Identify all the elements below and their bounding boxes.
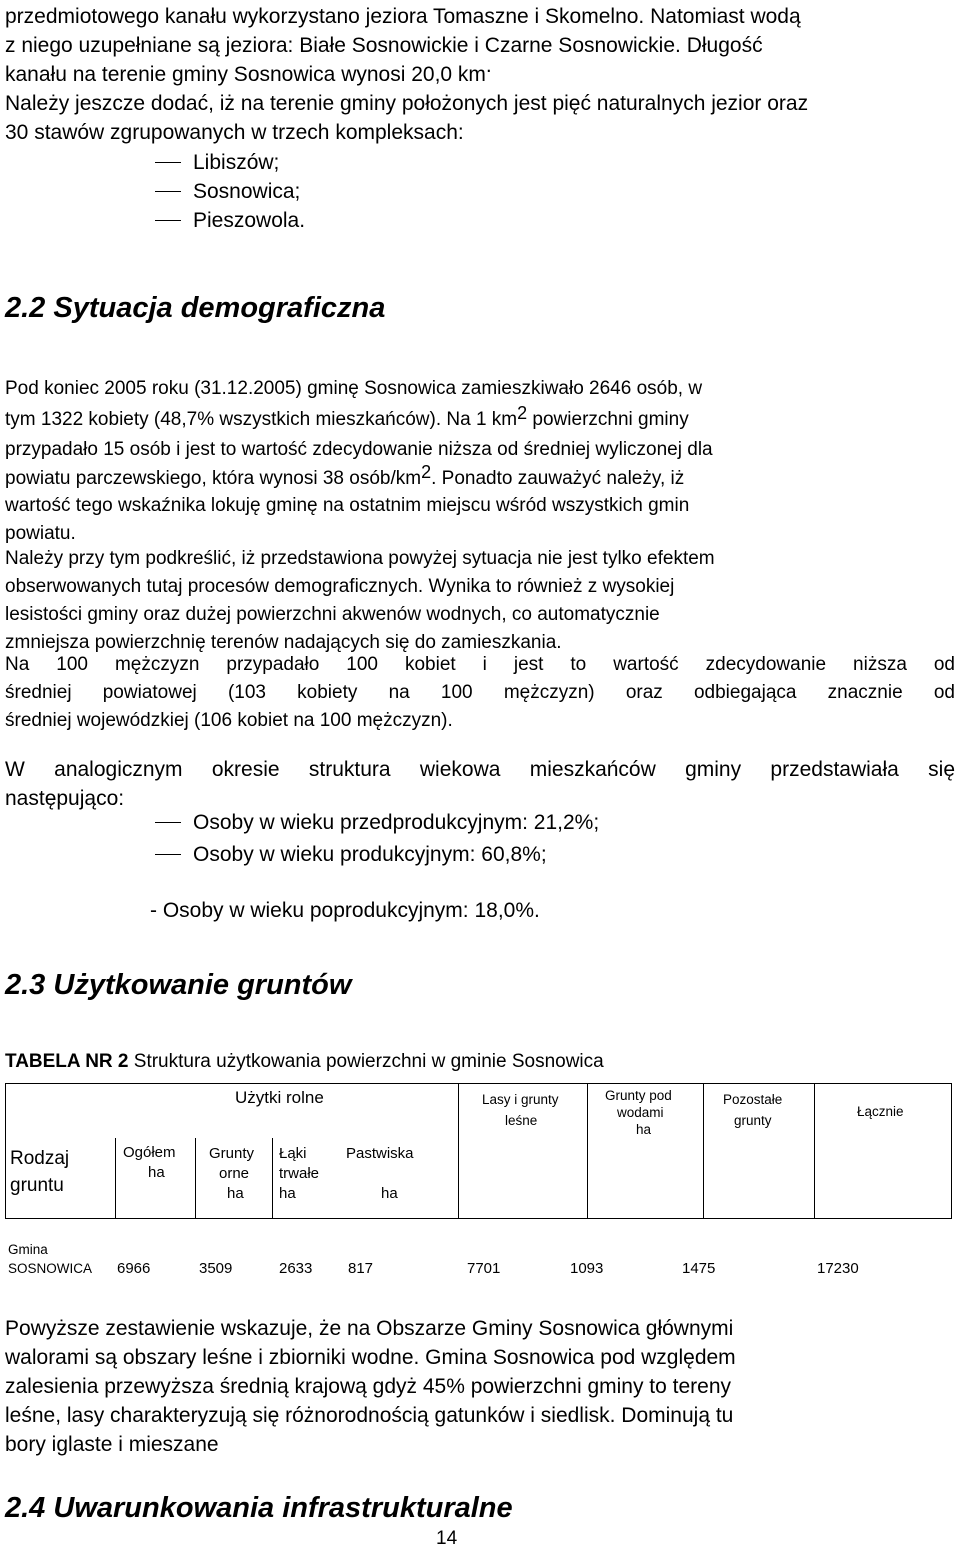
age-structure-list xyxy=(0,808,960,869)
dash-bullet xyxy=(155,162,181,163)
page-number: 14 xyxy=(436,1528,458,1549)
table-border xyxy=(951,1083,952,1218)
text-line: Pod koniec 2005 roku (31.12.2005) gminę Sosnowica zamieszkiwało 2646 osób, w xyxy=(5,378,703,399)
list-item: Osoby w wieku przedprodukcyjnym: 21,2%; xyxy=(0,808,960,840)
intro-line: Należy jeszcze dodać, iż na terenie gminy położonych jest pięć naturalnych jezior oraz xyxy=(5,92,809,115)
text-line: obserwowanych tutaj procesów demograficznych. Wynika to również z wysokiej xyxy=(5,576,675,597)
text-line: Na 100 mężczyzn przypadało 100 kobiet i jest to wartość zdecydowanie niższa od xyxy=(5,654,955,675)
table-header-pastwiska: ha xyxy=(381,1185,398,1202)
text-line: leśne, lasy charakteryzują się różnorodnością gatunków i siedlisk. Dominują tu xyxy=(5,1404,734,1427)
dash-bullet xyxy=(155,191,181,192)
text-line: walorami są obszary leśne i zbiorniki wodne. Gmina Sosnowica pod względem xyxy=(5,1346,736,1369)
table-header-lasy: leśne xyxy=(505,1113,538,1128)
table-cell: 7701 xyxy=(467,1260,501,1277)
intro-line: 30 stawów zgrupowanych w trzech kompleksach: xyxy=(5,121,464,144)
intro-line: z niego uzupełniane są jeziora: Białe Sosnowickie i Czarne Sosnowickie. Długość xyxy=(5,34,763,57)
section-heading: 2.4 Uwarunkowania infrastrukturalne xyxy=(5,1492,513,1524)
text-line: przypadało 15 osób i jest to wartość zdecydowanie niższa od średniej wyliczonej dla xyxy=(5,439,713,460)
intro-paragraph xyxy=(5,2,955,147)
table-header-wody: wodami xyxy=(617,1105,664,1120)
demography-paragraph xyxy=(5,375,825,403)
table-caption: TABELA NR 2 Struktura użytkowania powierzchni w gminie Sosnowica xyxy=(5,1051,604,1072)
demography-paragraph-2 xyxy=(5,545,955,657)
table-border xyxy=(195,1138,196,1218)
table-border xyxy=(5,1083,952,1084)
table-border xyxy=(703,1083,704,1218)
dash-bullet xyxy=(155,854,181,855)
table-header-pastwiska: Pastwiska xyxy=(346,1145,414,1162)
demography-paragraph xyxy=(5,403,955,434)
table-header-ogolem: ha xyxy=(148,1164,165,1181)
table-header-orne: ha xyxy=(227,1185,244,1202)
text-line: następująco: xyxy=(5,787,125,810)
demography-paragraph xyxy=(5,492,955,548)
demography-paragraph xyxy=(5,436,955,464)
intro-line: kanału na terenie gminy Sosnowica wynosi 20,0 km. xyxy=(5,54,492,86)
table-header-ogolem: Ogółem xyxy=(123,1144,176,1161)
list-item: Sosnowica; xyxy=(0,177,960,206)
text-line: bory iglaste i mieszane xyxy=(5,1433,219,1456)
list-item: - Osoby w wieku poprodukcyjnym: 18,0%. xyxy=(150,899,540,922)
text-line: tym 1322 kobiety (48,7% wszystkich mieszkańców). Na 1 $km^2$ powierzchni gminy xyxy=(5,403,689,430)
table-header-laki: ha xyxy=(279,1185,296,1202)
table-cell: 3509 xyxy=(199,1260,233,1277)
text-line: zmniejsza powierzchnię terenów nadających się do zamieszkania. xyxy=(5,632,562,653)
table-row-label: Gmina xyxy=(8,1242,48,1257)
table-border xyxy=(587,1083,588,1218)
table-border xyxy=(814,1083,815,1218)
table-header-orne: Grunty xyxy=(209,1145,255,1162)
table-header-pozostale: grunty xyxy=(734,1113,772,1128)
text-line: zalesienia przewyższa średnią krajową gdyż 45% powierzchni gminy to tereny xyxy=(5,1375,732,1398)
dash-bullet xyxy=(155,822,181,823)
table-header-laki: trwałe xyxy=(279,1165,320,1182)
table-cell: 17230 xyxy=(817,1260,859,1277)
demography-paragraph-3 xyxy=(5,651,955,735)
text-line: powiatu parczewskiego, która wynosi 38 osób/$km^2$. Ponadto zauważyć należy, iż xyxy=(5,462,685,489)
intro-line: przedmiotowego kanału wykorzystano jeziora Tomaszne i Skomelno. Natomiast wodą xyxy=(5,5,801,28)
text-line: Należy przy tym podkreślić, iż przedstawiona powyżej sytuacja nie jest tylko efektem xyxy=(5,548,715,569)
table-header-laki: Łąki xyxy=(279,1145,307,1162)
age-structure-paragraph xyxy=(5,755,955,813)
dash-bullet xyxy=(155,220,181,221)
table-border xyxy=(272,1138,273,1218)
table-header-rodzaj: Rodzaj gruntu xyxy=(10,1148,70,1196)
table-header-lacznie: Łącznie xyxy=(857,1104,904,1119)
section-heading: 2.2 Sytuacja demograficzna xyxy=(5,292,386,324)
lake-complex-list xyxy=(0,148,960,235)
list-item: Pieszowola. xyxy=(0,206,960,235)
table-border xyxy=(115,1138,116,1218)
table-header-wody: ha xyxy=(636,1122,652,1137)
table-header-orne: orne xyxy=(219,1165,250,1182)
demography-paragraph xyxy=(5,462,955,493)
table-cell: 1475 xyxy=(682,1260,716,1277)
table-header-uzytki: Użytki rolne xyxy=(235,1088,324,1107)
table-cell: 817 xyxy=(348,1260,374,1277)
section-heading: 2.3 Użytkowanie gruntów xyxy=(5,969,352,1001)
table-header-pozostale: Pozostałe xyxy=(723,1092,783,1107)
list-item: Osoby w wieku produkcyjnym: 60,8%; xyxy=(0,840,960,869)
list-item: Libiszów; xyxy=(0,148,960,177)
land-use-paragraph xyxy=(5,1314,875,1459)
table-border xyxy=(5,1218,952,1219)
text-line: średniej wojewódzkiej (106 kobiet na 100 mężczyzn). xyxy=(5,710,453,731)
text-line: W analogicznym okresie struktura wiekowa mieszkańców gminy przedstawiała się xyxy=(5,758,955,781)
table-cell: 2633 xyxy=(279,1260,313,1277)
text-line: powiatu. xyxy=(5,523,76,544)
text-line: Powyższe zestawienie wskazuje, że na Obszarze Gminy Sosnowica głównymi xyxy=(5,1317,734,1340)
table-header-lasy: Lasy i grunty xyxy=(482,1092,559,1107)
table-border xyxy=(458,1083,459,1218)
table-cell: 6966 xyxy=(117,1260,151,1277)
table-border xyxy=(5,1083,6,1218)
text-line: wartość tego wskaźnika lokuję gminę na ostatnim miejscu wśród wszystkich gmin xyxy=(5,495,690,516)
text-line: lesistości gminy oraz dużej powierzchni akwenów wodnych, co automatycznie xyxy=(5,604,660,625)
table-cell: 1093 xyxy=(570,1260,604,1277)
text-line: średniej powiatowej (103 kobiety na 100 mężczyzn) oraz odbiegająca znacznie od xyxy=(5,682,955,703)
table-header-wody: Grunty pod xyxy=(605,1088,672,1103)
table-row-label: SOSNOWICA xyxy=(8,1261,93,1276)
